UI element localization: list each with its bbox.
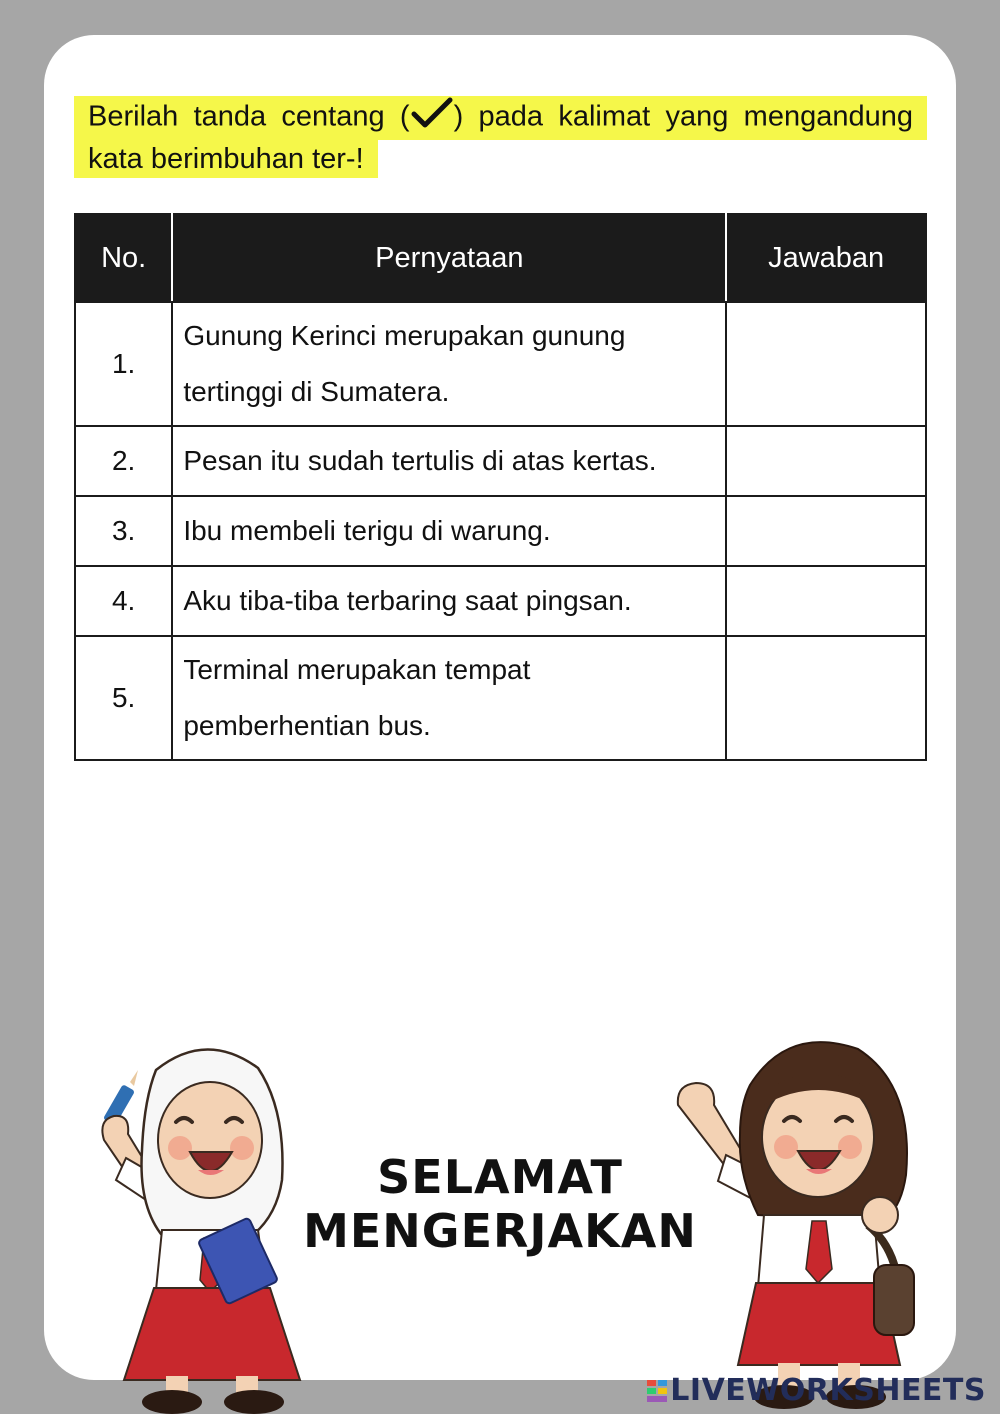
instruction [74, 96, 927, 178]
table-row [75, 496, 926, 566]
instruction-line-1 [74, 96, 927, 140]
row-number: 5. [75, 636, 172, 760]
statement-line: tertinggi di Sumatera. [183, 376, 450, 407]
liveworksheets-logo-icon [647, 1375, 667, 1397]
header-statement: Pernyataan [172, 214, 726, 302]
row-statement [172, 302, 726, 426]
row-number: 2. [75, 426, 172, 496]
table-row [75, 636, 926, 760]
statement-line: Gunung Kerinci merupakan gunung [183, 320, 626, 351]
table-header-row [75, 214, 926, 302]
row-statement: Ibu membeli terigu di warung. [172, 496, 726, 566]
worksheet-table [74, 213, 927, 761]
answer-cell[interactable] [726, 496, 926, 566]
answer-cell[interactable] [726, 426, 926, 496]
checkmark-icon [410, 96, 454, 140]
table-row [75, 426, 926, 496]
student-girl-illustration [668, 1025, 918, 1414]
row-statement: Pesan itu sudah tertulis di atas kertas. [172, 426, 726, 496]
instruction-line-2: kata berimbuhan ter-! [74, 140, 378, 178]
closing-line-1: SELAMAT [377, 1150, 623, 1204]
closing-line-2: MENGERJAKAN [303, 1204, 697, 1258]
answer-cell[interactable] [726, 636, 926, 760]
statement-line: pemberhentian bus. [183, 710, 431, 741]
table-row [75, 566, 926, 636]
table-row [75, 302, 926, 426]
row-number: 1. [75, 302, 172, 426]
closing-message [300, 1150, 700, 1258]
header-no: No. [75, 214, 172, 302]
answer-cell[interactable] [726, 302, 926, 426]
brand-logo [647, 1373, 986, 1408]
row-statement: Aku tiba-tiba terbaring saat pingsan. [172, 566, 726, 636]
row-number: 4. [75, 566, 172, 636]
row-statement [172, 636, 726, 760]
row-number: 3. [75, 496, 172, 566]
brand-name: LIVEWORKSHEETS [670, 1373, 986, 1408]
instruction-text-part1: Berilah tanda centang ( [88, 100, 410, 133]
statement-line: Terminal merupakan tempat [183, 654, 531, 685]
header-answer: Jawaban [726, 214, 926, 302]
student-girl-hijab-illustration [86, 1030, 316, 1414]
answer-cell[interactable] [726, 566, 926, 636]
instruction-text-part2: ) pada kalimat yang mengandung [453, 100, 913, 133]
